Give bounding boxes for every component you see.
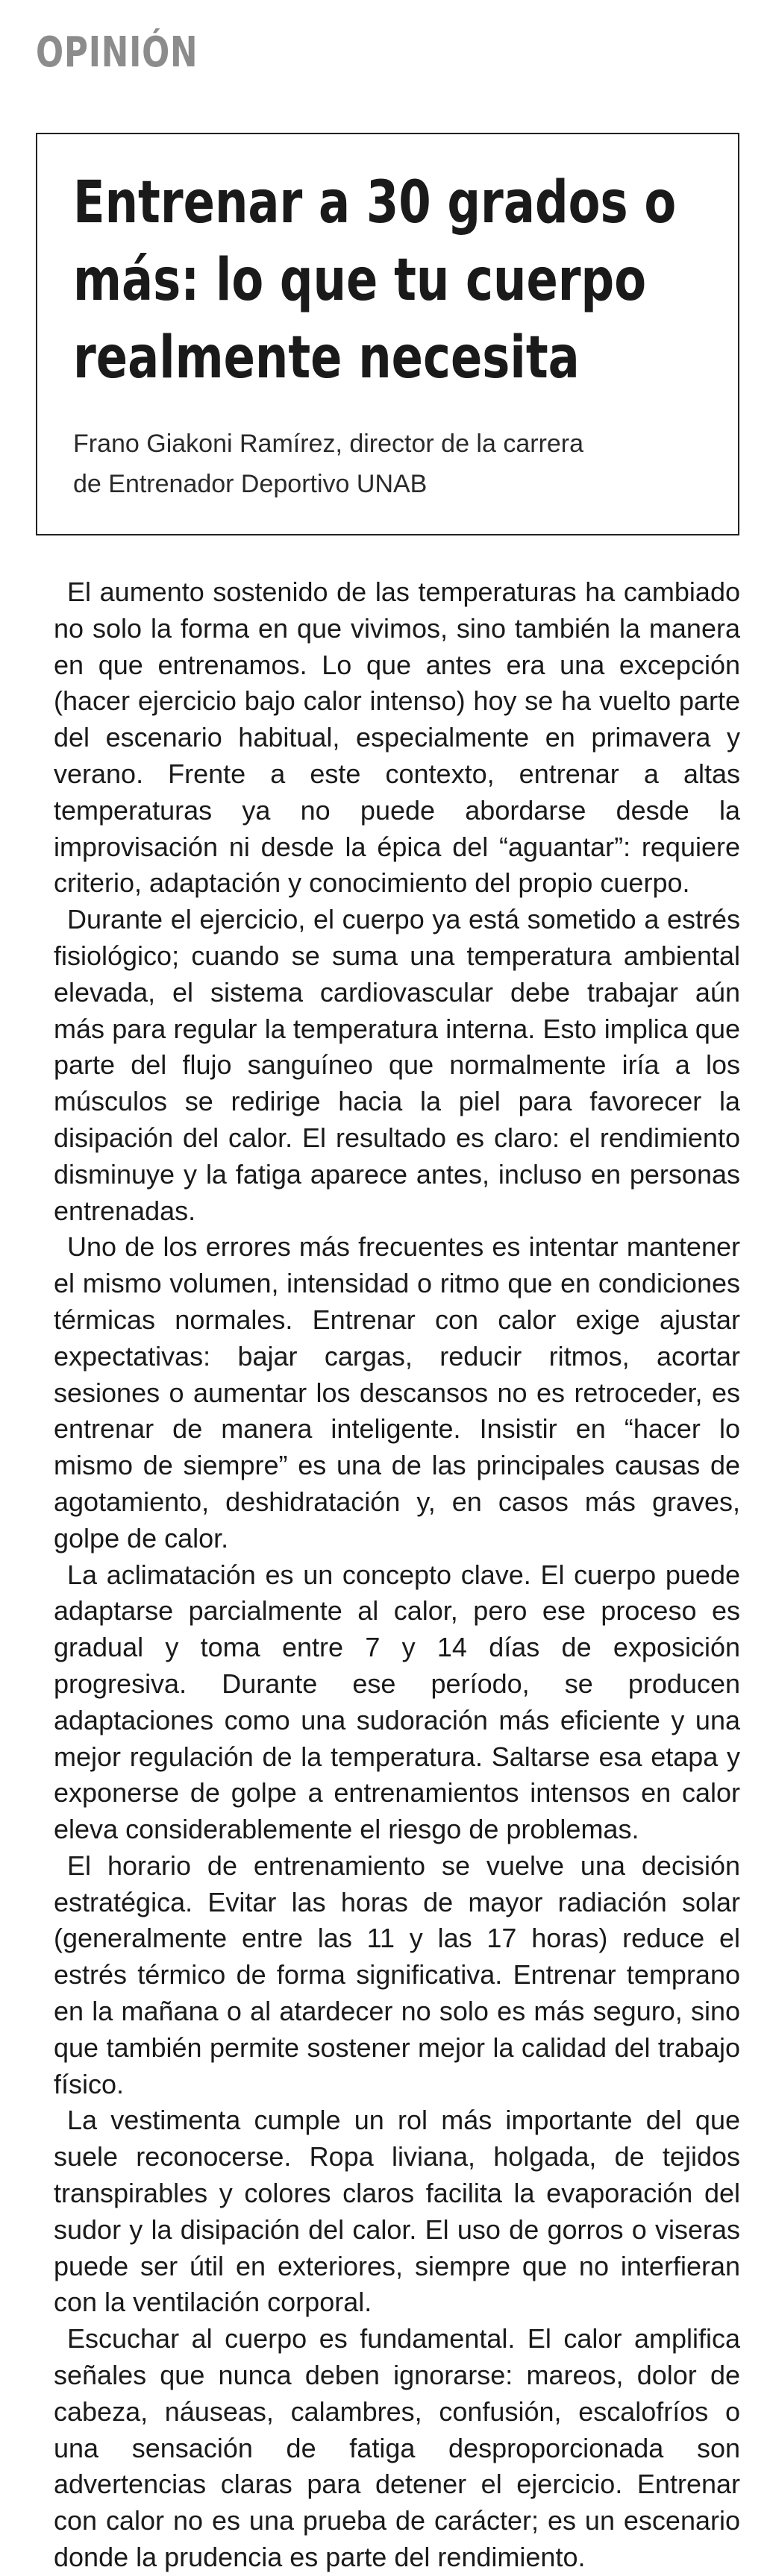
article-body bbox=[54, 574, 740, 2576]
headline-line: Entrenar a 30 grados o bbox=[73, 169, 677, 236]
byline-line: de Entrenador Deportivo UNAB bbox=[73, 470, 428, 498]
paragraph: La vestimenta cumple un rol más importante del que suele reconocerse. Ropa liviana, holgada, de tejidos transpirables y colores claros facilita la evaporación del sudor y la disipación del calor. El uso de gorros o viseras puede ser útil en exteriores, siempre que no interfieran con la ventilación corporal. bbox=[54, 2105, 740, 2318]
headline bbox=[73, 164, 700, 397]
paragraph: Escuchar al cuerpo es fundamental. El calor amplifica señales que nunca deben ignorarse: mareos, dolor de cabeza, náuseas, calambres, confusión, escalofríos o una sensación de fatiga desproporcionada son advertencias claras para detener el ejercicio. Entrenar con calor no es una prueba de carácter; es un escenario donde la prudencia es parte del rendimiento. bbox=[54, 2323, 740, 2573]
paragraph: El aumento sostenido de las temperaturas ha cambiado no solo la forma en que vivimos, sino también la manera en que entrenamos. Lo que antes era una excepción (hacer ejercicio bajo calor intenso) hoy se ha vuelto parte del escenario habitual, especialmente en primavera y verano. Frente a este contexto, entrenar a altas temperaturas ya no puede abordarse desde la improvisación ni desde la épica del “aguantar”: requiere criterio, adaptación y conocimiento del propio cuerpo. bbox=[54, 577, 740, 899]
headline-line: más: lo que tu cuerpo bbox=[73, 247, 647, 314]
paragraph: La aclimatación es un concepto clave. El cuerpo puede adaptarse parcialmente al calor, pero ese proceso es gradual y toma entre 7 y 14 días de exposición progresiva. Durante ese período, se producen adaptaciones como una sudoración más eficiente y una mejor regulación de la temperatura. Saltarse esa etapa y exponerse de golpe a entrenamientos intensos en calor eleva considerablemente el riesgo de problemas. bbox=[54, 1559, 740, 1845]
byline bbox=[73, 424, 583, 504]
byline-line: Frano Giakoni Ramírez, director de la carrera bbox=[73, 430, 584, 458]
paragraph: Uno de los errores más frecuentes es intentar mantener el mismo volumen, intensidad o ritmo que en condiciones térmicas normales. Entrenar con calor exige ajustar expectativas: bajar cargas, reducir ritmos, acortar sesiones o aumentar los descansos no es retroceder, es entrenar de manera inteligente. Insistir en “hacer lo mismo de siempre” es una de las principales causas de agotamiento, deshidratación y, en casos más graves, golpe de calor. bbox=[54, 1231, 740, 1554]
headline-line: realmente necesita bbox=[73, 324, 580, 392]
paragraph: El horario de entrenamiento se vuelve una decisión estratégica. Evitar las horas de mayor radiación solar (generalmente entre las 11 y las 17 horas) reduce el estrés térmico de forma significativa. Entrenar temprano en la mañana o al atardecer no solo es más seguro, sino que también permite sostener mejor la calidad del trabajo físico. bbox=[54, 1850, 740, 2099]
title-box bbox=[36, 133, 739, 535]
section-label: OPINIÓN bbox=[36, 28, 198, 77]
paragraph: Durante el ejercicio, el cuerpo ya está sometido a estrés fisiológico; cuando se suma una temperatura ambiental elevada, el sistema cardiovascular debe trabajar aún más para regular la temperatura interna. Esto implica que parte del flujo sanguíneo que normalmente iría a los músculos se redirige hacia la piel para favorecer la disipación del calor. El resultado es claro: el rendimiento disminuye y la fatiga aparece antes, incluso en personas entrenadas. bbox=[54, 904, 740, 1226]
